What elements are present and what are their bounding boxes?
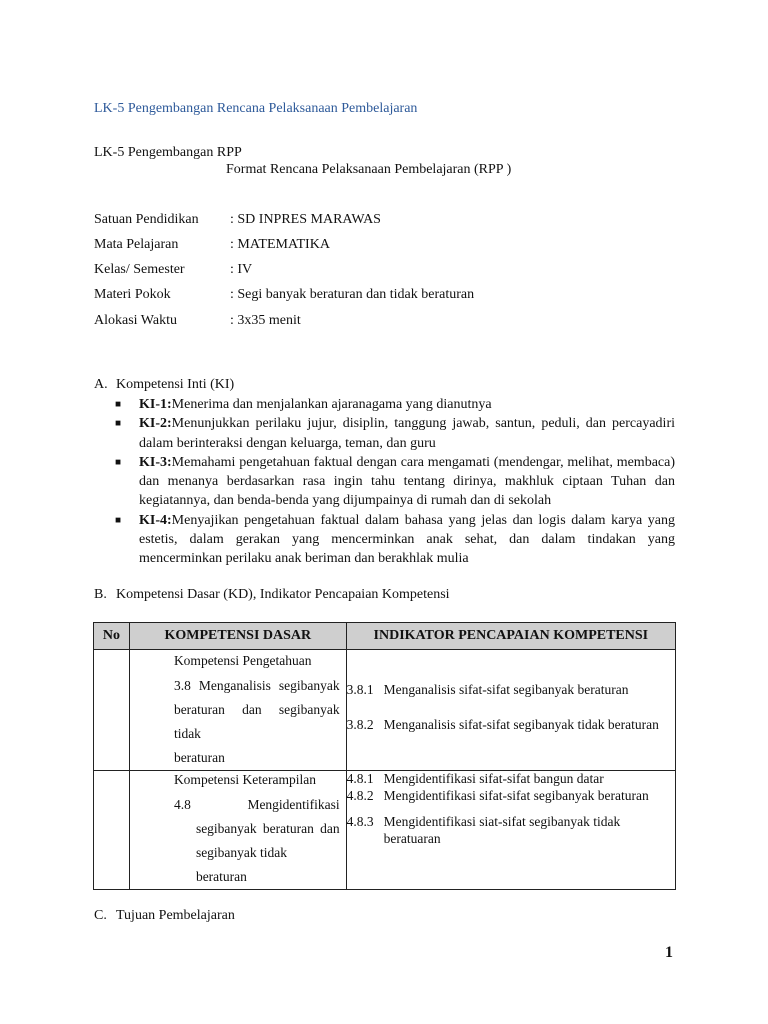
section-c-number: C. — [94, 908, 107, 923]
ki-list — [115, 395, 675, 569]
square-bullet-icon: ■ — [115, 399, 122, 410]
ki-item — [115, 453, 675, 511]
ki-text: Menerima dan menjalankan ajaranagama yang dianutnya — [171, 397, 492, 412]
square-bullet-icon: ■ — [115, 456, 122, 468]
kd-number: 3.8 — [173, 678, 191, 693]
indicator-text: Mengidentifikasi sifat-sifat segibanyak beraturan — [383, 787, 649, 803]
meta-value-mapel: : MATEMATIKA — [230, 237, 330, 252]
indicator-item — [347, 788, 675, 805]
square-bullet-icon: ■ — [115, 514, 122, 526]
ki-key: KI-3: — [139, 454, 172, 470]
indicator-item — [347, 771, 675, 788]
indicator-text: Menganalisis sifat-sifat segibanyak tidak beraturan — [383, 716, 659, 732]
indicator-text: Mengidentifikasi siat-sifat segibanyak tidak beratuaran — [383, 814, 621, 846]
section-c-title: Tujuan Pembelajaran — [116, 908, 235, 923]
format-title: Format Rencana Pelaksanaan Pembelajaran (RPP ) — [226, 162, 512, 177]
kd-table — [93, 622, 676, 890]
meta-label-alokasi: Alokasi Waktu — [94, 313, 177, 328]
indicator-text: Mengidentifikasi sifat-sifat bangun datar — [383, 771, 604, 786]
ki-item — [115, 414, 675, 453]
meta-value-kelas: : IV — [230, 262, 253, 277]
section-a-number: A. — [94, 377, 108, 392]
indicator-text: Menganalisis sifat-sifat segibanyak beraturan — [383, 682, 629, 697]
kd-line — [174, 793, 340, 817]
indicator-item — [347, 717, 675, 734]
table-row — [94, 771, 676, 890]
kd-line: segibanyak beraturan dan — [195, 821, 340, 836]
indicator-number: 4.8.3 — [346, 814, 374, 829]
kd-text: Menganalisis segibanyak — [198, 678, 340, 693]
ki-text: Menyajikan pengetahuan faktual dalam bahasa yang jelas dan logis dalam karya yang estetis, dalam gerakan yang mencerminkan anak sehat, dan dalam tindakan yang mencerminkan perilaku anak beriman dan berakhlak mulia — [139, 512, 675, 567]
section-a-title: Kompetensi Inti (KI) — [116, 377, 235, 392]
table-row — [94, 650, 676, 771]
section-c-heading — [94, 908, 235, 924]
indicator-item — [347, 682, 675, 699]
meta-label-kelas: Kelas/ Semester — [94, 262, 185, 277]
table-header-row — [94, 623, 676, 650]
ki-text: Memahami pengetahuan faktual dengan cara mengamati (mendengar, melihat, membaca) dan menanya berdasarkan rasa ingin tahu tentang dirinya, makhluk ciptaan Tuhan dan kegiatannya, dan benda-benda yang dijumpainya di rumah dan di sekolah — [139, 454, 675, 509]
indicator-number: 4.8.2 — [346, 787, 374, 803]
header-kompetensi-dasar: KOMPETENSI DASAR — [129, 623, 346, 650]
meta-value-materi: : Segi banyak beraturan dan tidak beraturan — [230, 287, 475, 302]
page-number: 1 — [665, 944, 673, 961]
kd-number: 4.8 — [173, 797, 191, 812]
meta-label-materi: Materi Pokok — [94, 287, 171, 302]
indicator-cell — [346, 650, 675, 771]
indicator-cell — [346, 771, 675, 890]
ki-key: KI-1: — [139, 397, 172, 412]
meta-value-alokasi: : 3x35 menit — [230, 313, 301, 328]
kd-line — [174, 674, 340, 698]
kd-group-label: Kompetensi Keterampilan — [173, 772, 317, 787]
ki-item — [115, 511, 675, 569]
document-heading: LK-5 Pengembangan Rencana Pelaksanaan Pembelajaran — [94, 101, 418, 116]
kd-line: segibanyak tidak beraturan — [195, 845, 288, 884]
kd-text: Mengidentifikasi — [247, 797, 340, 812]
meta-value-satuan: : SD INPRES MARAWAS — [230, 212, 381, 227]
square-bullet-icon: ■ — [115, 418, 122, 430]
doc-subtitle: LK-5 Pengembangan RPP — [94, 145, 242, 160]
ki-key: KI-2: — [139, 416, 172, 432]
header-no: No — [94, 623, 130, 650]
section-a-heading — [94, 377, 234, 393]
kd-cell — [129, 650, 346, 771]
kd-cell — [129, 771, 346, 890]
ki-text: Menunjukkan perilaku jujur, disiplin, tanggung jawab, santun, peduli, dan percayadiri dalam berinteraksi dengan keluarga, teman, dan guru — [139, 416, 675, 451]
header-indikator: INDIKATOR PENCAPAIAN KOMPETENSI — [346, 623, 675, 650]
section-b-number: B. — [94, 587, 107, 602]
section-b-heading — [94, 587, 450, 603]
row-no-cell — [94, 650, 130, 771]
indicator-number: 3.8.2 — [346, 716, 374, 732]
indicator-item — [347, 814, 675, 847]
kd-line: beraturan — [173, 750, 225, 765]
ki-key: KI-4: — [139, 512, 172, 528]
indicator-number: 4.8.1 — [346, 771, 374, 786]
meta-label-satuan: Satuan Pendidikan — [94, 212, 199, 227]
meta-label-mapel: Mata Pelajaran — [94, 237, 179, 252]
ki-item — [115, 395, 675, 414]
kd-group-label: Kompetensi Pengetahuan — [173, 653, 312, 668]
kd-line: beraturan dan segibanyak tidak — [173, 702, 340, 741]
row-no-cell — [94, 771, 130, 890]
indicator-number: 3.8.1 — [346, 682, 374, 697]
section-b-title: Kompetensi Dasar (KD), Indikator Pencapaian Kompetensi — [116, 587, 450, 602]
